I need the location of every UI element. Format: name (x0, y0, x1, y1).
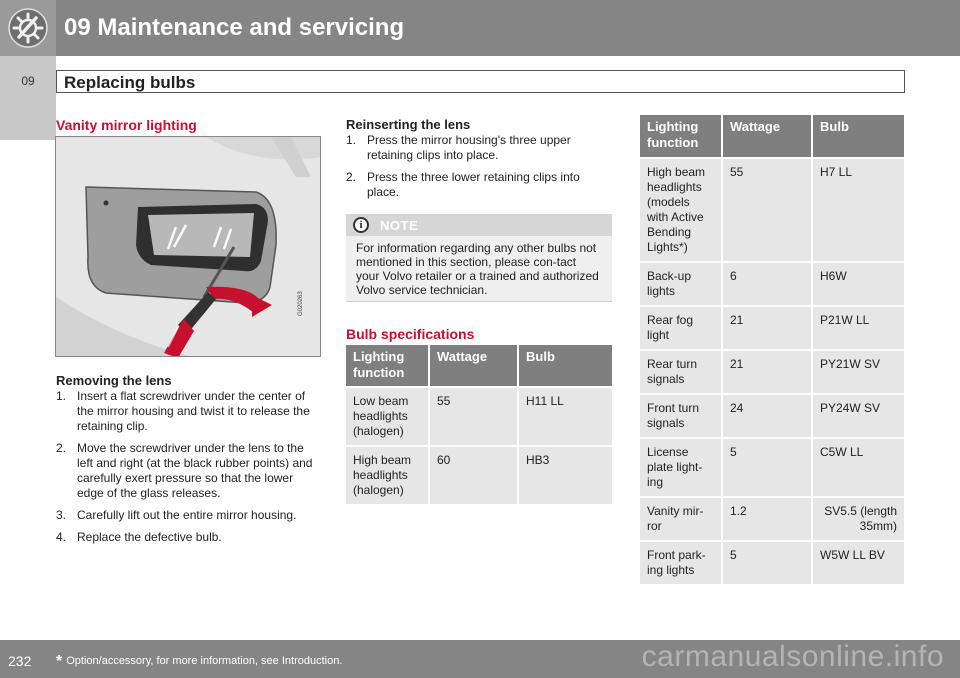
figure-code: G020263 (298, 291, 304, 316)
table-row (640, 394, 904, 438)
table-cell: HB3 (518, 446, 612, 505)
section-title: Replacing bulbs (64, 73, 196, 92)
table-row (640, 497, 904, 541)
list-item (56, 441, 322, 501)
table-row (640, 262, 904, 306)
list-item (346, 133, 612, 163)
step-text: Press the three lower retaining clips into place. (367, 170, 580, 199)
vanity-mirror-heading: Vanity mirror lighting (56, 117, 197, 133)
table-cell: PY24W SV (812, 394, 904, 438)
bulb-specifications-heading: Bulb specifications (346, 326, 475, 342)
step-text: Insert a flat screwdriver under the center of the mirror housing and twist it to release the retaining clip. (77, 389, 310, 433)
table-cell: License plate light-ing (640, 438, 722, 497)
watermark: carmanualsonline.info (641, 640, 944, 673)
table-cell: H6W (812, 262, 904, 306)
wrench-gear-icon (0, 0, 56, 56)
column-header-lighting-function: Lighting function (346, 345, 429, 387)
column-header-wattage: Wattage (429, 345, 518, 387)
table-cell: P21W LL (812, 306, 904, 350)
column-header-lighting-function: Lighting function (640, 115, 722, 158)
table-cell: H11 LL (518, 387, 612, 446)
table-cell: H7 LL (812, 158, 904, 262)
table-cell: 21 (722, 306, 812, 350)
note-title: NOTE (380, 218, 419, 233)
table-cell: Low beam headlights (halogen) (346, 387, 429, 446)
bulb-spec-table (640, 115, 904, 586)
table-cell: 24 (722, 394, 812, 438)
list-item (56, 530, 322, 545)
table-cell: Front park-ing lights (640, 541, 722, 585)
note-box (346, 214, 612, 302)
table-cell: Vanity mir-ror (640, 497, 722, 541)
table-cell: High beam headlights (models with Active Bending Lights*) (640, 158, 722, 262)
footnote (56, 653, 342, 671)
table-cell: W5W LL BV (812, 541, 904, 585)
chapter-side-tab (0, 56, 56, 140)
list-item (56, 508, 322, 523)
step-text: Carefully lift out the entire mirror housing. (77, 508, 297, 522)
step-text: Replace the defective bulb. (77, 530, 222, 544)
removing-lens-steps (56, 389, 322, 552)
step-number: 1. (346, 133, 357, 147)
table-row (640, 438, 904, 497)
table-cell: 6 (722, 262, 812, 306)
table-header-row (346, 345, 612, 387)
column-header-bulb: Bulb (812, 115, 904, 158)
table-cell: High beam headlights (halogen) (346, 446, 429, 505)
list-item (346, 170, 612, 200)
column-header-wattage: Wattage (722, 115, 812, 158)
step-number: 2. (346, 170, 357, 184)
table-cell: Front turn signals (640, 394, 722, 438)
table-cell: Rear fog light (640, 306, 722, 350)
list-item (56, 389, 322, 434)
note-text: For information regarding any other bulbs not mentioned in this section, please con-tact your Volvo retailer or a trained and authorized Volvo service technician. (356, 241, 599, 297)
table-row (640, 306, 904, 350)
step-text: Move the screwdriver under the lens to the left and right (at the black rubber points) and carefully exert pressure so that the lower edge of the glass releases. (77, 441, 313, 500)
table-cell: 60 (429, 446, 518, 505)
table-cell: Rear turn signals (640, 350, 722, 394)
table-row (346, 387, 612, 446)
reinserting-lens-steps (346, 133, 612, 207)
page-number: 232 (8, 653, 32, 669)
table-cell: Back-up lights (640, 262, 722, 306)
column-header-bulb: Bulb (518, 345, 612, 387)
table-header-row (640, 115, 904, 158)
note-header (346, 214, 612, 236)
step-text: Press the mirror housing's three upper retaining clips into place. (367, 133, 571, 162)
table-cell: 55 (429, 387, 518, 446)
table-row (640, 541, 904, 585)
table-cell: 5 (722, 541, 812, 585)
table-cell: C5W LL (812, 438, 904, 497)
table-cell: 21 (722, 350, 812, 394)
removing-lens-heading: Removing the lens (56, 373, 172, 388)
chapter-title: 09 Maintenance and servicing (64, 14, 405, 41)
table-row (640, 158, 904, 262)
table-cell: SV5.5 (length 35mm) (812, 497, 904, 541)
step-number: 4. (56, 530, 67, 544)
bulb-spec-table-halogen (346, 345, 612, 506)
vanity-mirror-figure (55, 136, 321, 357)
step-number: 3. (56, 508, 67, 522)
footnote-star: * (56, 653, 63, 670)
chapter-number: 09 (21, 74, 35, 88)
table-cell: 1.2 (722, 497, 812, 541)
table-row (640, 350, 904, 394)
table-cell: 5 (722, 438, 812, 497)
table-cell: PY21W SV (812, 350, 904, 394)
info-icon: i (353, 217, 369, 233)
step-number: 1. (56, 389, 67, 403)
reinserting-lens-heading: Reinserting the lens (346, 117, 471, 132)
step-number: 2. (56, 441, 67, 455)
table-cell: 55 (722, 158, 812, 262)
table-row (346, 446, 612, 505)
footnote-text: Option/accessory, for more information, see Introduction. (66, 655, 343, 667)
